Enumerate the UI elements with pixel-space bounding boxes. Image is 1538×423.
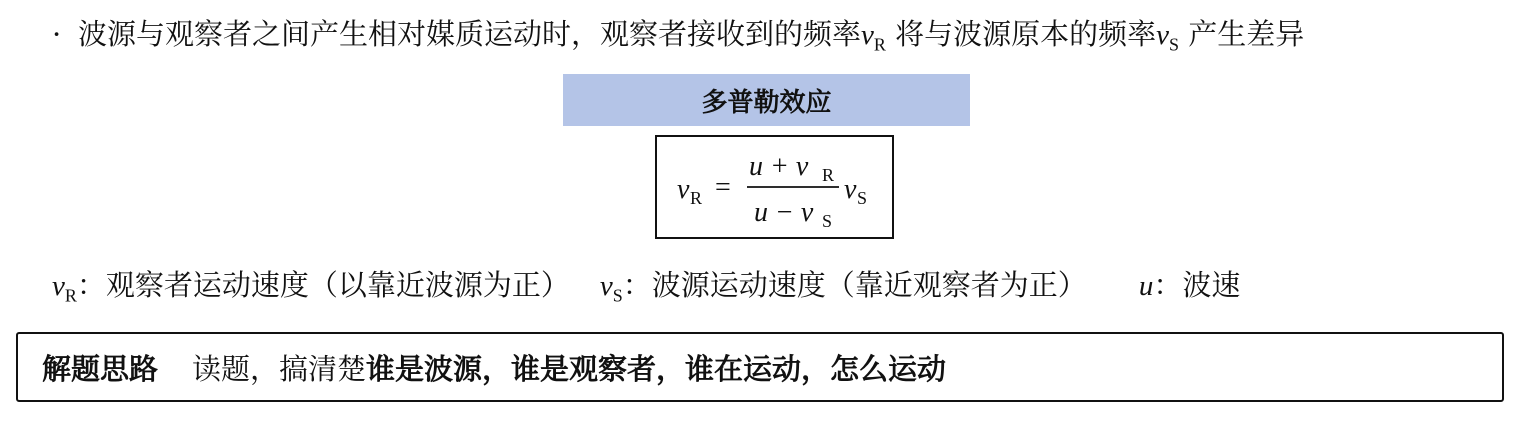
lhs-nu: ν	[677, 174, 690, 205]
rhs-nu: ν	[844, 174, 857, 205]
rhs-subscript: S	[857, 188, 868, 208]
doppler-formula	[657, 137, 892, 237]
nu-s-symbol: ν	[1156, 19, 1169, 51]
variable-definitions	[52, 265, 1240, 315]
var-vr-colon: ：	[76, 268, 106, 302]
denominator: u − v	[754, 197, 814, 228]
nu-r-subscript: R	[873, 34, 886, 55]
var-vs-colon: ：	[622, 268, 652, 302]
var-vr-description: 观察者运动速度（以靠近波源为正）	[105, 268, 570, 302]
intro-text-middle: 将与波源原本的频率	[895, 17, 1157, 51]
numerator: u + v	[749, 151, 809, 182]
denominator-subscript: S	[822, 211, 833, 231]
bullet-dot: ·	[52, 17, 62, 51]
intro-text-after: 产生差异	[1188, 17, 1305, 51]
tip-label: 解题思路	[42, 351, 159, 386]
tip-bold-text: 谁是波源，谁是观察者，谁在运动，怎么运动	[366, 351, 947, 386]
var-vs-subscript: S	[612, 285, 623, 306]
intro-statement	[52, 14, 1304, 64]
numerator-subscript: R	[822, 165, 835, 185]
intro-text-before: 波源与观察者之间产生相对媒质运动时，观察者接收到的频率	[78, 17, 862, 51]
var-vr-subscript: R	[64, 285, 77, 306]
nu-r-symbol: ν	[861, 19, 874, 51]
equals-sign: =	[715, 172, 731, 203]
formula-title: 多普勒效应	[563, 74, 970, 126]
var-u-symbol: u	[1138, 270, 1154, 302]
var-u-description: 波速	[1182, 268, 1241, 302]
nu-s-subscript: S	[1169, 34, 1179, 55]
solution-tip-box	[16, 332, 1504, 402]
var-vr-symbol: v	[52, 270, 65, 302]
var-vs-symbol: v	[599, 270, 613, 302]
var-u-colon: ：	[1153, 268, 1183, 302]
tip-plain-text: 读题，搞清楚	[192, 351, 367, 386]
lhs-subscript: R	[690, 188, 703, 208]
var-vs-description: 波源运动速度（靠近观察者为正）	[651, 268, 1087, 302]
formula-box	[655, 135, 894, 239]
